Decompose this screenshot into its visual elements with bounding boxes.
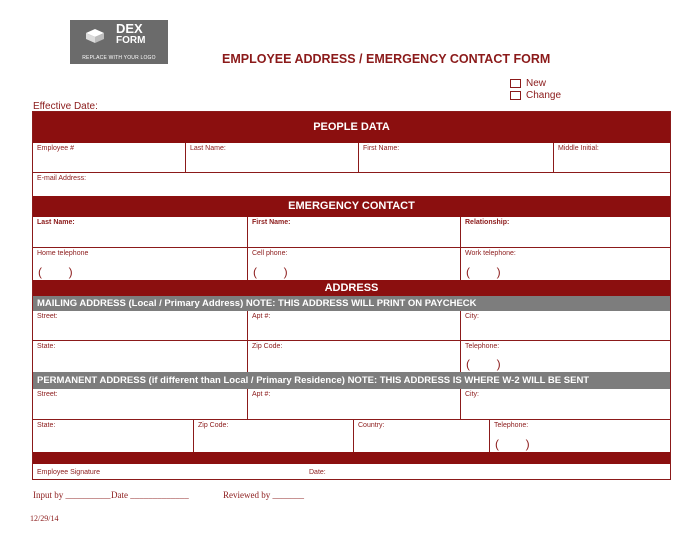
effective-date-label: Effective Date: [33, 101, 98, 112]
permanent-row-2 [33, 420, 670, 452]
permanent-address-header: PERMANENT ADDRESS (if different than Local / Primary Residence) NOTE: THIS ADDRESS IS WHERE W-2 WILL BE SENT [33, 372, 670, 389]
form-title: EMPLOYEE ADDRESS / EMERGENCY CONTACT FORM [222, 52, 551, 66]
mailing-row-2 [33, 341, 670, 372]
change-checkbox[interactable] [510, 91, 521, 100]
cell-phone-field[interactable]: Cell phone: ( ) [247, 248, 460, 280]
change-label: Change [526, 90, 562, 101]
mailing-apt-field[interactable]: Apt #: [247, 311, 460, 340]
permanent-state-field[interactable]: State: [37, 422, 56, 429]
new-label: New [526, 78, 547, 89]
signature-row [33, 464, 670, 480]
permanent-city-field[interactable]: City: [460, 389, 670, 419]
email-field[interactable]: E-mail Address: [37, 175, 87, 182]
mailing-telephone-field[interactable]: Telephone: ( ) [460, 341, 670, 372]
permanent-row-1 [33, 389, 670, 420]
people-first-name-field[interactable]: First Name: [358, 143, 553, 172]
permanent-street-field[interactable]: Street: [37, 391, 58, 398]
address-header: ADDRESS [33, 280, 670, 296]
employee-number-field[interactable]: Employee # [37, 145, 74, 152]
mailing-state-field[interactable]: State: [37, 343, 56, 350]
logo-brand: DEX FORM [116, 21, 146, 46]
middle-initial-field[interactable]: Middle Initial: [553, 143, 670, 172]
permanent-country-field[interactable]: Country: [353, 420, 489, 452]
mailing-address-header: MAILING ADDRESS (Local / Primary Address) NOTE: THIS ADDRESS WILL PRINT ON PAYCHECK [33, 296, 670, 311]
emergency-row-1 [33, 217, 670, 248]
emergency-row-2 [33, 248, 670, 280]
permanent-zip-field[interactable]: Zip Code: [193, 420, 353, 452]
signature-divider [33, 452, 670, 464]
people-row-1 [33, 143, 670, 173]
people-row-2 [33, 173, 670, 196]
emergency-first-name-field[interactable]: First Name: [247, 217, 460, 247]
emergency-last-name-field[interactable]: Last Name: [37, 219, 75, 226]
people-last-name-field[interactable]: Last Name: [185, 143, 358, 172]
reviewed-by-field: Reviewed by _______ [223, 490, 304, 500]
work-telephone-field[interactable]: Work telephone: ( ) [460, 248, 670, 280]
home-telephone-field[interactable]: Home telephone ( ) [37, 250, 89, 279]
mailing-zip-field[interactable]: Zip Code: [247, 341, 460, 372]
logo-tagline: REPLACE WITH YOUR LOGO [82, 55, 156, 61]
revision-date: 12/29/14 [30, 514, 59, 523]
signature-date-field[interactable]: Date: [309, 469, 326, 476]
new-checkbox[interactable] [510, 79, 521, 88]
form-table [32, 111, 671, 480]
mailing-row-1 [33, 311, 670, 341]
mailing-street-field[interactable]: Street: [37, 313, 58, 320]
employee-signature-field[interactable]: Employee Signature [37, 469, 101, 476]
box-icon [84, 28, 106, 44]
emergency-contact-header: EMERGENCY CONTACT [33, 196, 670, 217]
input-date-field: Date _____________ [111, 490, 189, 500]
company-logo [70, 20, 168, 64]
input-by-field: Input by __________ [33, 490, 111, 500]
people-data-header: PEOPLE DATA [33, 112, 670, 143]
mailing-city-field[interactable]: City: [460, 311, 670, 340]
relationship-field[interactable]: Relationship: [460, 217, 670, 247]
permanent-apt-field[interactable]: Apt #: [247, 389, 460, 419]
permanent-telephone-field[interactable]: Telephone: ( ) [489, 420, 670, 452]
